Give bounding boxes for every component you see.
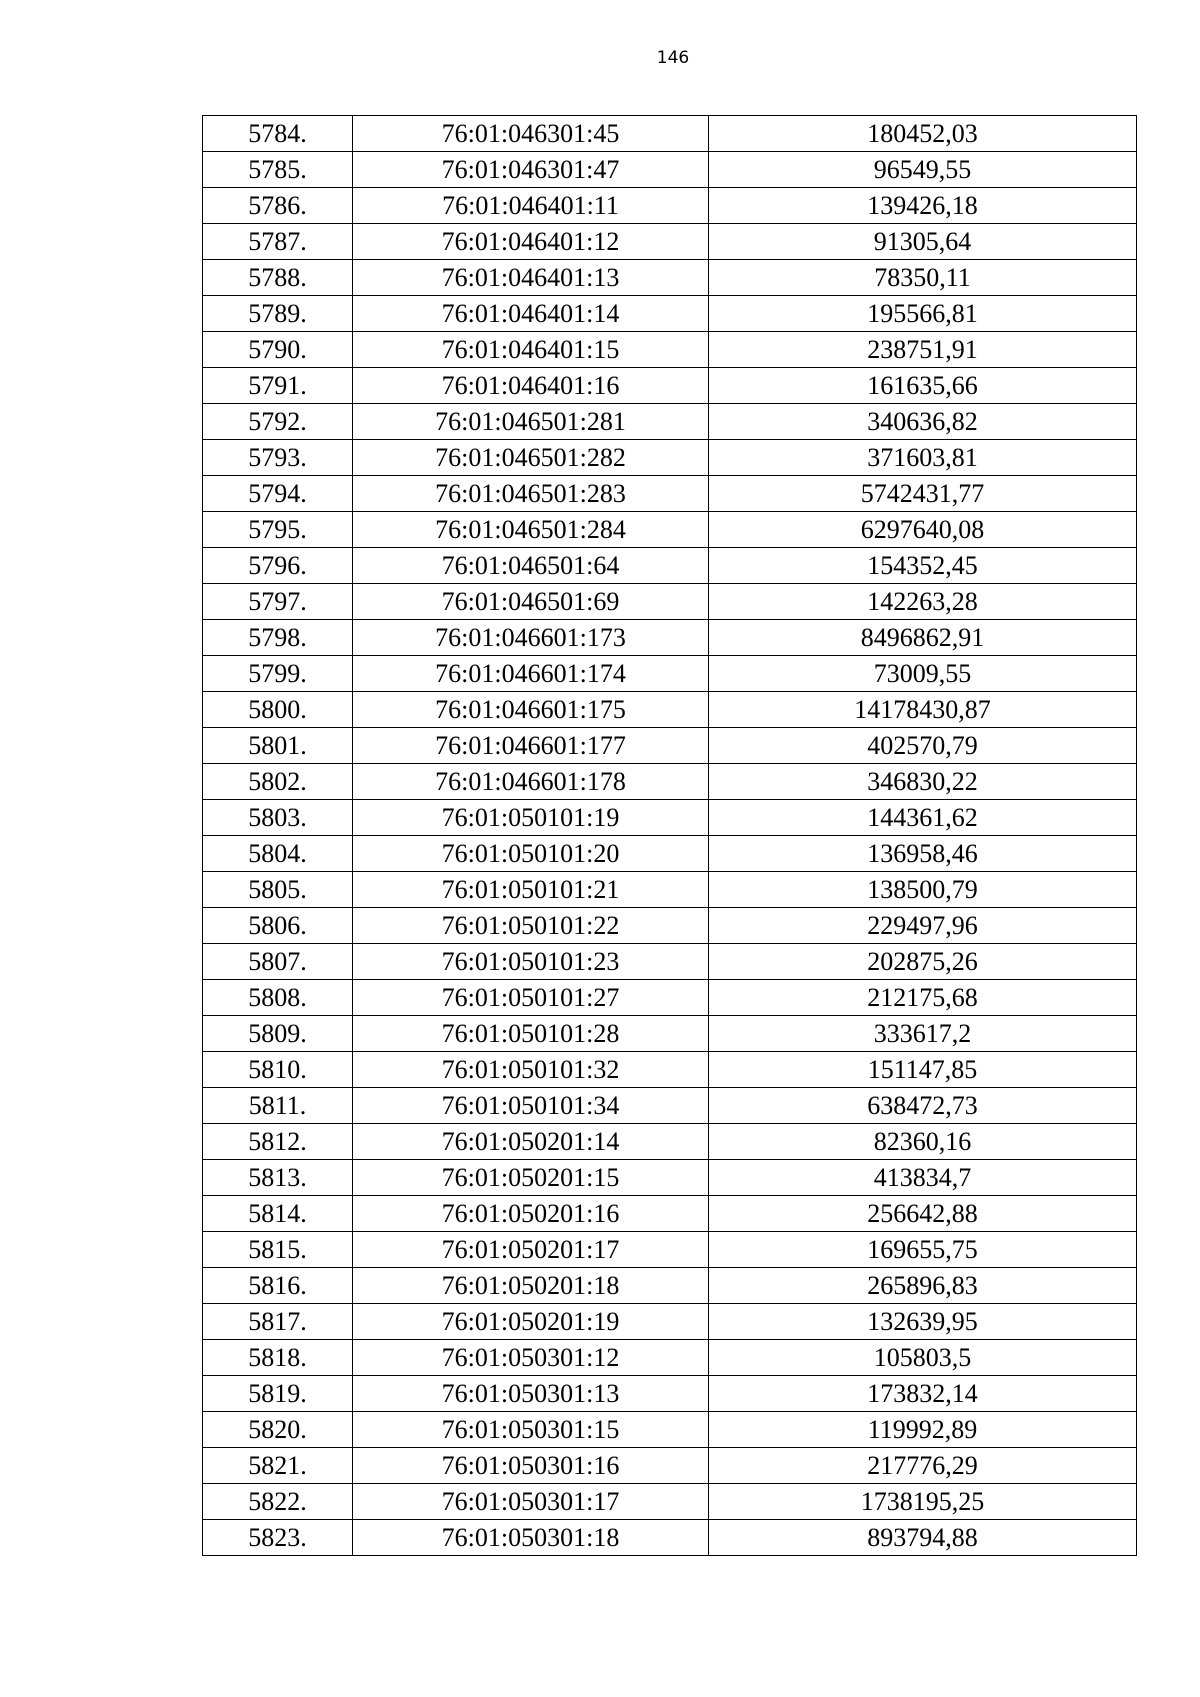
cadastral-number-cell: 76:01:046501:282 [353,440,709,476]
row-number-cell: 5816. [203,1268,353,1304]
table-row [203,728,1137,764]
table-row [203,1412,1137,1448]
table-row [203,1448,1137,1484]
table-row [203,836,1137,872]
table-row [203,908,1137,944]
row-number-cell: 5791. [203,368,353,404]
row-number-cell: 5795. [203,512,353,548]
cadastral-number-cell: 76:01:050101:19 [353,800,709,836]
value-cell: 893794,88 [709,1520,1137,1556]
value-cell: 136958,46 [709,836,1137,872]
value-cell: 333617,2 [709,1016,1137,1052]
value-cell: 161635,66 [709,368,1137,404]
table-row [203,1196,1137,1232]
row-number-cell: 5797. [203,584,353,620]
value-cell: 340636,82 [709,404,1137,440]
cadastral-number-cell: 76:01:046601:178 [353,764,709,800]
table-row [203,1340,1137,1376]
page-number: 146 [656,48,690,68]
row-number-cell: 5804. [203,836,353,872]
value-cell: 14178430,87 [709,692,1137,728]
table-row [203,152,1137,188]
cadastral-number-cell: 76:01:046401:15 [353,332,709,368]
row-number-cell: 5787. [203,224,353,260]
value-cell: 346830,22 [709,764,1137,800]
value-cell: 217776,29 [709,1448,1137,1484]
table-row [203,1268,1137,1304]
row-number-cell: 5785. [203,152,353,188]
row-number-cell: 5784. [203,116,353,152]
table-row [203,1376,1137,1412]
row-number-cell: 5790. [203,332,353,368]
value-cell: 154352,45 [709,548,1137,584]
cadastral-number-cell: 76:01:046501:281 [353,404,709,440]
value-cell: 96549,55 [709,152,1137,188]
row-number-cell: 5800. [203,692,353,728]
cadastral-number-cell: 76:01:046601:175 [353,692,709,728]
value-cell: 119992,89 [709,1412,1137,1448]
row-number-cell: 5823. [203,1520,353,1556]
row-number-cell: 5796. [203,548,353,584]
table-body [203,116,1137,1556]
cadastral-number-cell: 76:01:050301:13 [353,1376,709,1412]
table-row [203,692,1137,728]
table-row [203,1160,1137,1196]
cadastral-number-cell: 76:01:050101:20 [353,836,709,872]
row-number-cell: 5820. [203,1412,353,1448]
table-row [203,1052,1137,1088]
row-number-cell: 5821. [203,1448,353,1484]
value-cell: 82360,16 [709,1124,1137,1160]
table-row [203,332,1137,368]
table-row [203,1016,1137,1052]
row-number-cell: 5805. [203,872,353,908]
value-cell: 229497,96 [709,908,1137,944]
row-number-cell: 5789. [203,296,353,332]
cadastral-number-cell: 76:01:050201:16 [353,1196,709,1232]
table-row [203,440,1137,476]
cadastral-number-cell: 76:01:046401:13 [353,260,709,296]
table-row [203,800,1137,836]
value-cell: 139426,18 [709,188,1137,224]
cadastral-number-cell: 76:01:046601:177 [353,728,709,764]
table-row [203,1088,1137,1124]
row-number-cell: 5803. [203,800,353,836]
table-row [203,188,1137,224]
cadastral-number-cell: 76:01:046501:283 [353,476,709,512]
table-row [203,296,1137,332]
table-row [203,512,1137,548]
table-row [203,764,1137,800]
cadastral-number-cell: 76:01:050201:14 [353,1124,709,1160]
value-cell: 265896,83 [709,1268,1137,1304]
cadastral-number-cell: 76:01:050101:22 [353,908,709,944]
cadastral-number-cell: 76:01:050301:18 [353,1520,709,1556]
table-row [203,404,1137,440]
table-row [203,224,1137,260]
cadastral-number-cell: 76:01:046401:12 [353,224,709,260]
value-cell: 413834,7 [709,1160,1137,1196]
cadastral-number-cell: 76:01:050101:32 [353,1052,709,1088]
table-row [203,476,1137,512]
table-row [203,584,1137,620]
row-number-cell: 5806. [203,908,353,944]
table-row [203,620,1137,656]
cadastral-number-cell: 76:01:050201:15 [353,1160,709,1196]
cadastral-number-cell: 76:01:046301:47 [353,152,709,188]
value-cell: 73009,55 [709,656,1137,692]
cadastral-value-table [202,115,1137,1556]
row-number-cell: 5812. [203,1124,353,1160]
table-row [203,1304,1137,1340]
cadastral-number-cell: 76:01:050101:27 [353,980,709,1016]
row-number-cell: 5810. [203,1052,353,1088]
cadastral-number-cell: 76:01:046501:64 [353,548,709,584]
row-number-cell: 5792. [203,404,353,440]
cadastral-number-cell: 76:01:046301:45 [353,116,709,152]
cadastral-number-cell: 76:01:050101:28 [353,1016,709,1052]
value-cell: 138500,79 [709,872,1137,908]
row-number-cell: 5809. [203,1016,353,1052]
row-number-cell: 5807. [203,944,353,980]
cadastral-number-cell: 76:01:046601:174 [353,656,709,692]
cadastral-number-cell: 76:01:050301:12 [353,1340,709,1376]
row-number-cell: 5822. [203,1484,353,1520]
cadastral-number-cell: 76:01:050101:23 [353,944,709,980]
value-cell: 132639,95 [709,1304,1137,1340]
value-cell: 91305,64 [709,224,1137,260]
cadastral-number-cell: 76:01:050101:34 [353,1088,709,1124]
value-cell: 195566,81 [709,296,1137,332]
cadastral-number-cell: 76:01:050201:18 [353,1268,709,1304]
row-number-cell: 5814. [203,1196,353,1232]
cadastral-number-cell: 76:01:046501:69 [353,584,709,620]
table-row [203,260,1137,296]
cadastral-number-cell: 76:01:046401:14 [353,296,709,332]
row-number-cell: 5815. [203,1232,353,1268]
value-cell: 238751,91 [709,332,1137,368]
table-row [203,872,1137,908]
value-cell: 180452,03 [709,116,1137,152]
cadastral-number-cell: 76:01:050201:19 [353,1304,709,1340]
value-cell: 256642,88 [709,1196,1137,1232]
cadastral-number-cell: 76:01:050301:17 [353,1484,709,1520]
row-number-cell: 5819. [203,1376,353,1412]
table-row [203,1232,1137,1268]
table-row [203,368,1137,404]
value-cell: 78350,11 [709,260,1137,296]
row-number-cell: 5818. [203,1340,353,1376]
value-cell: 1738195,25 [709,1484,1137,1520]
table-row [203,656,1137,692]
cadastral-number-cell: 76:01:046501:284 [353,512,709,548]
value-cell: 212175,68 [709,980,1137,1016]
cadastral-number-cell: 76:01:050301:15 [353,1412,709,1448]
value-cell: 202875,26 [709,944,1137,980]
row-number-cell: 5817. [203,1304,353,1340]
value-cell: 6297640,08 [709,512,1137,548]
value-cell: 402570,79 [709,728,1137,764]
value-cell: 169655,75 [709,1232,1137,1268]
table-row [203,1124,1137,1160]
value-cell: 142263,28 [709,584,1137,620]
value-cell: 371603,81 [709,440,1137,476]
row-number-cell: 5801. [203,728,353,764]
row-number-cell: 5811. [203,1088,353,1124]
row-number-cell: 5808. [203,980,353,1016]
table-row [203,116,1137,152]
cadastral-number-cell: 76:01:046601:173 [353,620,709,656]
row-number-cell: 5793. [203,440,353,476]
cadastral-number-cell: 76:01:046401:16 [353,368,709,404]
value-cell: 105803,5 [709,1340,1137,1376]
row-number-cell: 5798. [203,620,353,656]
value-cell: 151147,85 [709,1052,1137,1088]
table-row [203,944,1137,980]
value-cell: 144361,62 [709,800,1137,836]
table-row [203,548,1137,584]
cadastral-number-cell: 76:01:050201:17 [353,1232,709,1268]
row-number-cell: 5802. [203,764,353,800]
table-row [203,1520,1137,1556]
cadastral-number-cell: 76:01:050301:16 [353,1448,709,1484]
table-row [203,980,1137,1016]
value-cell: 8496862,91 [709,620,1137,656]
table-row [203,1484,1137,1520]
row-number-cell: 5813. [203,1160,353,1196]
value-cell: 5742431,77 [709,476,1137,512]
value-cell: 173832,14 [709,1376,1137,1412]
row-number-cell: 5786. [203,188,353,224]
row-number-cell: 5788. [203,260,353,296]
value-cell: 638472,73 [709,1088,1137,1124]
row-number-cell: 5794. [203,476,353,512]
cadastral-number-cell: 76:01:046401:11 [353,188,709,224]
cadastral-number-cell: 76:01:050101:21 [353,872,709,908]
row-number-cell: 5799. [203,656,353,692]
